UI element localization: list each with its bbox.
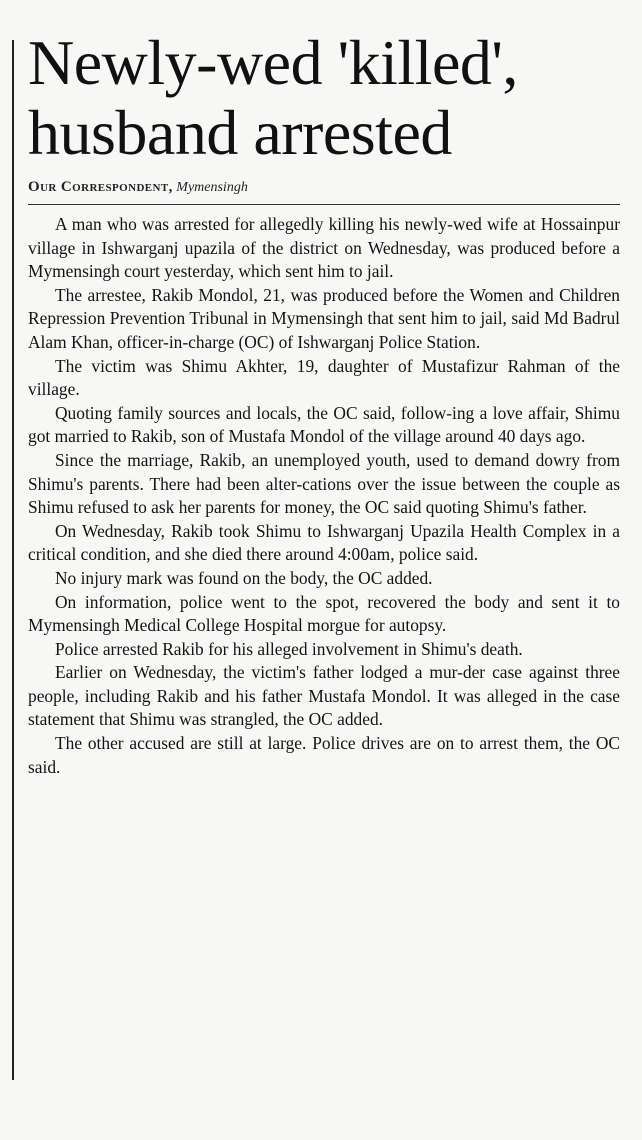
paragraph: The victim was Shimu Akhter, 19, daughter of Mustafizur Rahman of the village. (28, 355, 620, 400)
byline-place: Mymensingh (176, 180, 248, 195)
headline-line-1: Newly-wed 'killed', (28, 27, 518, 98)
paragraph: On Wednesday, Rakib took Shimu to Ishwarganj Upazila Health Complex in a critical condition, and she died there around 4:00am, police said. (28, 520, 620, 565)
paragraph: The other accused are still at large. Police drives are on to arrest them, the OC said. (28, 733, 620, 777)
byline-divider (28, 204, 620, 205)
byline (28, 178, 620, 197)
paragraph: On information, police went to the spot, recovered the body and sent it to Mymensingh Medical College Hospital morgue for autopsy. (28, 591, 620, 636)
paragraph: Quoting family sources and locals, the OC said, follow-ing a love affair, Shimu got married to Rakib, son of Mustafa Mondol of the village around 40 days ago. (28, 402, 620, 447)
article-body (28, 213, 620, 779)
paragraph: The arrestee, Rakib Mondol, 21, was produced before the Women and Children Repression Prevention Tribunal in Mymensingh that sent him to jail, said Md Badrul Alam Khan, officer-in-charge (OC) of Ishwarganj Police Station. (28, 284, 620, 352)
paragraph: Earlier on Wednesday, the victim's father lodged a mur-der case against three people, including Rakib and his father Mustafa Mondol. It was alleged in the case statement that Shimu was strangled, the OC added. (28, 662, 620, 730)
column-divider (12, 40, 14, 1080)
headline-line-2: husband arrested (28, 97, 452, 168)
paragraph: Since the marriage, Rakib, an unemployed youth, used to demand dowry from Shimu's parents. There had been alter-cations over the issue between the couple as Shimu refused to ask her parents for money, the OC said quoting Shimu's father. (28, 449, 620, 518)
headline (28, 28, 620, 168)
news-article (28, 28, 620, 779)
paragraph: Police arrested Rakib for his alleged involvement in Shimu's death. (55, 638, 523, 659)
paragraph: A man who was arrested for allegedly killing his newly-wed wife at Hossainpur village in Ishwarganj upazila of the district on Wednesday, was produced before a Mymensingh court yesterday, which sent him to jail. (28, 214, 620, 282)
paragraph: No injury mark was found on the body, the OC added. (55, 567, 433, 588)
byline-name: Our Correspondent, (28, 179, 173, 195)
